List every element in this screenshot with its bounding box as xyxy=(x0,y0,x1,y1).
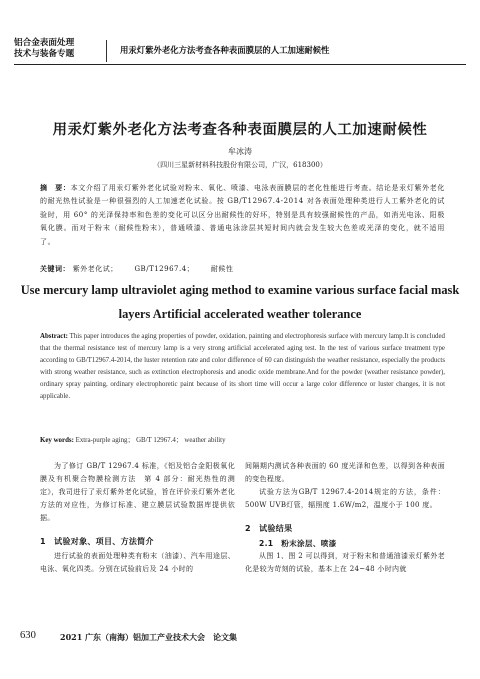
abstract-label: 摘 要： xyxy=(40,184,71,192)
chinese-abstract xyxy=(40,182,445,249)
author-name: 牟冰涛 xyxy=(228,147,252,156)
series-tag-line1: 铝合金表面处理 xyxy=(14,38,75,48)
results-paragraph-1: 间隔期内测试各种表面的 60 度光泽和色差，以得到各种表面的变色程度。 xyxy=(245,462,445,483)
keyword-item: 耐候性 xyxy=(210,265,234,273)
page-footer xyxy=(0,628,480,658)
page-header xyxy=(0,0,480,66)
header-separator xyxy=(106,40,107,62)
subsection-2-1-heading: 2.1 粉末涂层、喷漆 xyxy=(259,539,337,548)
keyword-item: GB/T12967.4； xyxy=(134,265,195,273)
english-keywords xyxy=(40,434,445,444)
method-paragraph: 试验方法为GB/T 12967.4-2014规定的方法，条件：500W UVB灯管，辐照度 1.6W/m2，温度小于 100 度。 xyxy=(245,488,445,509)
section-1-paragraph: 进行试验的表面处理种类有粉末（油漆）、汽车用途层、电泳、氧化四类。分别在试验前后及 24 小时的 xyxy=(40,552,235,573)
abstract-text: 本文介绍了用汞灯紫外老化试验对粉末、氧化、喷漆、电泳表面膜层的老化性能进行考查。结论是汞灯紫外老化的耐光热性试验是一种很强烈的人工加速老化试验。按 GB/T12967.4-2014 对各表面处理种类进行人工紫外老化的试验时，用 60° 的光泽保持率和色差的变化可以区分出耐候性的好坏，特别是具有较强耐候性的产品，如消光电泳、阳极氧化膜。而对于粉末（耐候性粉末），普通喷漆、普通电泳涂层其短时间内就会发生较大色差或光泽的变化，就不适用了。 xyxy=(40,184,445,246)
series-tag-line2: 技术与装备专题 xyxy=(14,49,75,59)
chinese-keywords xyxy=(40,264,445,274)
english-title-line2: layers Artificial accelerated weather tolerance xyxy=(118,307,362,321)
header-rule xyxy=(14,64,466,65)
author-affiliation: （四川三星新材料科技股份有限公司，广汉，618300） xyxy=(153,161,327,169)
english-title xyxy=(0,278,480,326)
english-abstract-label: Abstract: xyxy=(40,333,68,340)
section-1-heading: 1 试验对象、项目、方法简介 xyxy=(40,537,154,546)
running-title: 用汞灯紫外老化方法考查各种表面膜层的人工加速耐候性 xyxy=(120,45,330,55)
keywords-label: 关键词： xyxy=(40,265,70,273)
keyword-item: 紫外老化试； xyxy=(72,265,118,273)
english-title-line1: Use mercury lamp ultraviolet aging method to examine various surface facial mask xyxy=(20,283,460,297)
article-title: 用汞灯紫外老化方法考查各种表面膜层的人工加速耐候性 xyxy=(52,122,428,138)
conference-name: 2021 广东（南海）铝加工产业技术大会 论文集 xyxy=(60,632,238,642)
page-number: 630 xyxy=(20,630,36,641)
english-keywords-text: Extra-purple aging； GB/T 12967.4； weather ability xyxy=(75,437,226,444)
body-column-right xyxy=(245,460,445,576)
english-abstract-text: This paper introduces the aging properties of powder, oxidation, painting and electrophoresis surface with mercury lamp.It is concluded that the thermal resistance test of mercury lamp is a very strong artificial accelerated aging test. In the test of various surface treatment type according to GB/T12967.4-2014, the luster retention rate and color difference of 60 can distinguish the weather resistance, especially the products with strong weather resistance, such as extinction electrophoresis and anodic oxide membrane.And for the powder (weather resistance powder), ordinary spray painting, ordinary electrophoretic paint because of its short time will occur a large color difference or luster changes, it is not applicable. xyxy=(40,333,445,401)
section-2-heading: 2 试验结果 xyxy=(245,524,293,533)
series-tag xyxy=(14,38,104,60)
english-keywords-label: Key words: xyxy=(40,437,74,444)
english-abstract xyxy=(40,331,445,404)
body-column-left xyxy=(40,460,235,576)
results-paragraph-2: 从图 1、图 2 可以得到，对于粉末和普通油漆汞灯紫外老化是较为苛刻的试验，基本上在 24~48 小时内就 xyxy=(245,552,445,573)
intro-paragraph: 为了修订 GB/T 12967.4 标准，《铝及铝合金阳极氧化膜及有机聚合物膜检测方法 第 4 部分：耐光热性的测定》，我司进行了汞灯紫外老化试验，旨在评价汞灯紫外老化方法的对应性，为修订标准、建立膜层试验数据库提供依据。 xyxy=(40,462,235,522)
